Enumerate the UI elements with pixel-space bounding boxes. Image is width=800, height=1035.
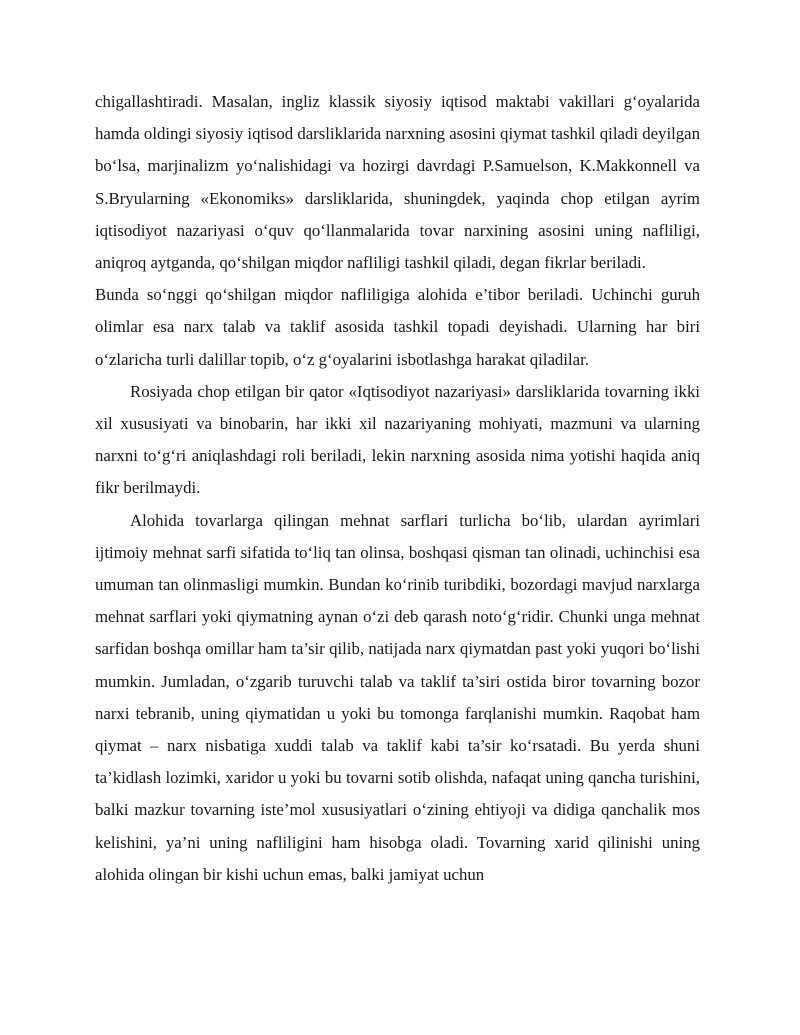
paragraph-continuation: chigallashtiradi. Masalan, ingliz klassik siyosiy iqtisod maktabi vakillari g‘oyalarida hamda oldingi siyosiy iqtisod darsliklarida narxning asosini qiymat tashkil qiladi deyilgan bo‘lsa, marjinalizm yo‘nalishidagi va hozirgi davrdagi P.Samuelson, K.Makkonnell va S.Bryularning «Ekonomiks» darsliklarida, shuningdek, yaqinda chop etilgan ayrim iqtisodiyot nazariyasi o‘quv qo‘llanmalarida tovar narxining asosini uning nafliligi, aniqroq aytganda, qo‘shilgan miqdor nafliligi tashkil qiladi, degan fikrlar beriladi. xyxy=(95,92,700,273)
document-page xyxy=(95,86,700,891)
paragraph-russia-textbooks: Rosiyada chop etilgan bir qator «Iqtisodiyot nazariyasi» darsliklarida tovarning ikki xil xususiyati va binobarin, har ikki xil nazariyaning mohiyati, mazmuni va ularning narxni to‘g‘ri aniqlashdagi roli beriladi, lekin narxning asosida nima yotishi haqida aniq fikr berilmaydi. xyxy=(95,381,700,498)
paragraph-second: Bunda so‘nggi qo‘shilgan miqdor nafliligiga alohida e’tibor beriladi. Uchinchi guruh olimlar esa narx talab va taklif asosida tashkil topadi deyishadi. Ularning har biri o‘zlaricha turli dalillar topib, o‘z g‘oyalarini isbotlashga harakat qiladilar. xyxy=(95,285,700,369)
paragraph-labor-costs: Alohida tovarlarga qilingan mehnat sarflari turlicha bo‘lib, ulardan ayrimlari ijtimoiy mehnat sarfi sifatida to‘liq tan olinsa, boshqasi qisman tan olinadi, uchinchisi esa umuman tan olinmasligi mumkin. Bundan ko‘rinib turibdiki, bozordagi mavjud narxlarga mehnat sarflari yoki qiymatning aynan o‘zi deb qarash noto‘g‘ridir. Chunki unga mehnat sarfidan boshqa omillar ham ta’sir qilib, natijada narx qiymatdan past yoki yuqori bo‘lishi mumkin. Jumladan, o‘zgarib turuvchi talab va taklif ta’siri ostida biror tovarning bozor narxi tebranib, uning qiymatidan u yoki bu tomonga farqlanishi mumkin. Raqobat ham qiymat – narx nisbatiga xuddi talab va taklif kabi ta’sir ko‘rsatadi. Bu yerda shuni ta’kidlash lozimki, xaridor u yoki bu tovarni sotib olishda, nafaqat uning qancha turishini, balki mazkur tovarning iste’mol xususiyatlari o‘zining ehtiyoji va didiga qanchalik mos kelishini, ya’ni uning nafliligini ham hisobga oladi. Tovarning xarid qilinishi uning alohida olingan bir kishi uchun emas, balki jamiyat uchun xyxy=(95,510,700,884)
